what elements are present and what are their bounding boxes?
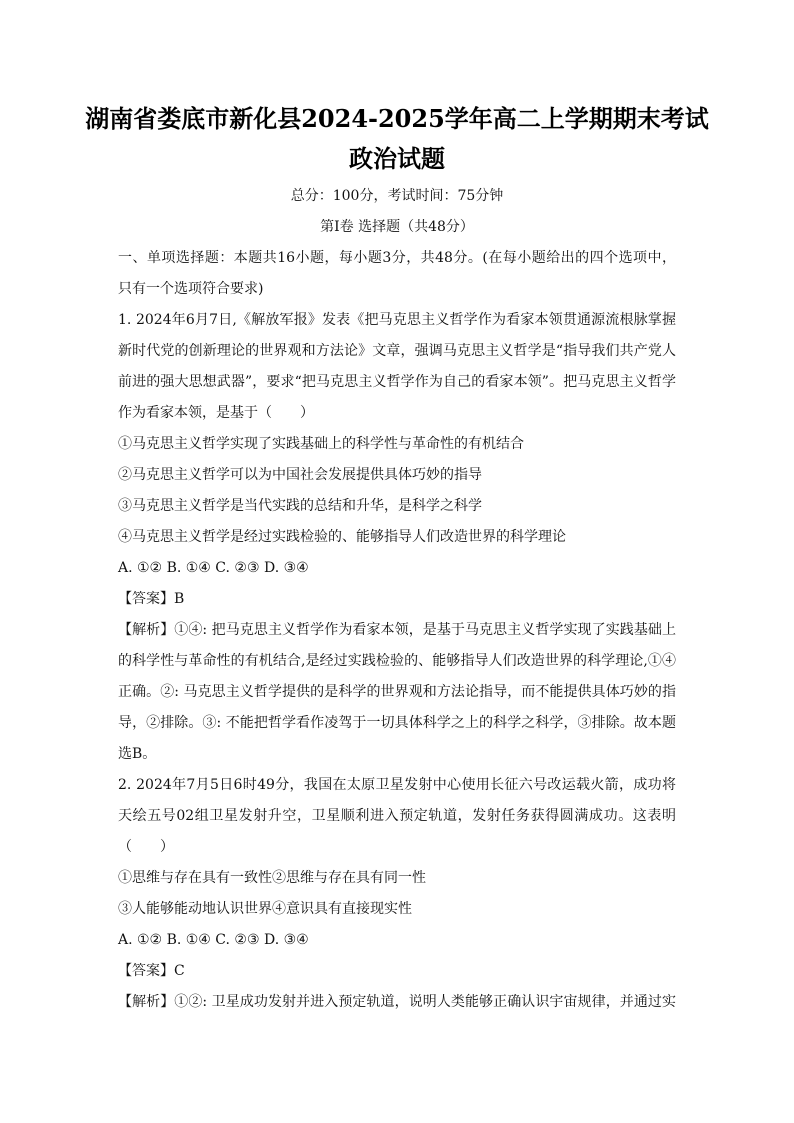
q1-stem-line-1: 1. 2024年6月7日,《解放军报》发表《把马克思主义哲学作为看家本领贯通源流根脉掌握 [118, 312, 676, 328]
q1-explanation-line-2: 的科学性与革命性的有机结合,是经过实践检验的、能够指导人们改造世界的科学理论,①④ [118, 653, 676, 669]
q2-stem-line-1: 2. 2024年7月5日6时49分，我国在太原卫星发射中心使用长征六号改运载火箭，成功将 [118, 777, 676, 793]
q2-answer: 【答案】C [118, 963, 185, 979]
q1-stem-line-3: 前进的强大思想武器”，要求“把马克思主义哲学作为自己的看家本领”。把马克思主义哲学 [118, 374, 676, 390]
q1-explanation-line-4: 导，②排除。③: 不能把哲学看作凌驾于一切具体科学之上的科学之科学，③排除。故本题 [118, 715, 676, 731]
document-title: 湖南省娄底市新化县2024-2025学年高二上学期期末考试 [85, 104, 709, 133]
q1-option-4: ④马克思主义哲学是经过实践检验的、能够指导人们改造世界的科学理论 [118, 529, 566, 545]
q1-stem-line-4: 作为看家本领，是基于（ ） [118, 405, 314, 421]
q1-answer: 【答案】B [118, 591, 185, 607]
exam-info: 总分：100分，考试时间：75分钟 [290, 188, 504, 204]
q1-choices: A. ①② B. ①④ C. ②③ D. ③④ [118, 560, 309, 576]
q1-option-3: ③马克思主义哲学是当代实践的总结和升华，是科学之科学 [118, 498, 482, 514]
q1-option-1: ①马克思主义哲学实现了实践基础上的科学性与革命性的有机结合 [118, 436, 524, 452]
q2-choices: A. ①② B. ①④ C. ②③ D. ③④ [118, 932, 309, 948]
q2-options-3-4: ③人能够能动地认识世界④意识具有直接现实性 [118, 901, 412, 917]
q1-explanation-line-3: 正确。②: 马克思主义哲学提供的是科学的世界观和方法论指导，而不能提供具体巧妙的指 [118, 684, 676, 700]
q2-explanation-line-1: 【解析】①②: 卫星成功发射并进入预定轨道，说明人类能够正确认识宇宙规律，并通过实 [118, 994, 676, 1010]
document-subtitle: 政治试题 [349, 144, 445, 173]
q2-stem-line-2: 天绘五号02组卫星发射升空，卫星顺利进入预定轨道，发射任务获得圆满成功。这表明 [118, 808, 676, 824]
q1-explanation-line-5: 选B。 [118, 746, 157, 762]
q2-options-1-2: ①思维与存在具有一致性②思维与存在具有同一性 [118, 870, 426, 886]
q1-explanation-line-1: 【解析】①④: 把马克思主义哲学作为看家本领，是基于马克思主义哲学实现了实践基础上 [118, 622, 676, 638]
q1-stem-line-2: 新时代党的创新理论的世界观和方法论》文章，强调马克思主义哲学是“指导我们共产党人 [118, 343, 676, 359]
q2-stem-line-3: （ ） [118, 839, 174, 855]
q1-option-2: ②马克思主义哲学可以为中国社会发展提供具体巧妙的指导 [118, 467, 482, 483]
instructions-line-1: 一、单项选择题：本题共16小题，每小题3分，共48分。(在每小题给出的四个选项中， [118, 250, 676, 266]
section-title: 第Ⅰ卷 选择题（共48分） [320, 219, 474, 235]
instructions-line-2: 只有一个选项符合要求) [118, 281, 264, 297]
